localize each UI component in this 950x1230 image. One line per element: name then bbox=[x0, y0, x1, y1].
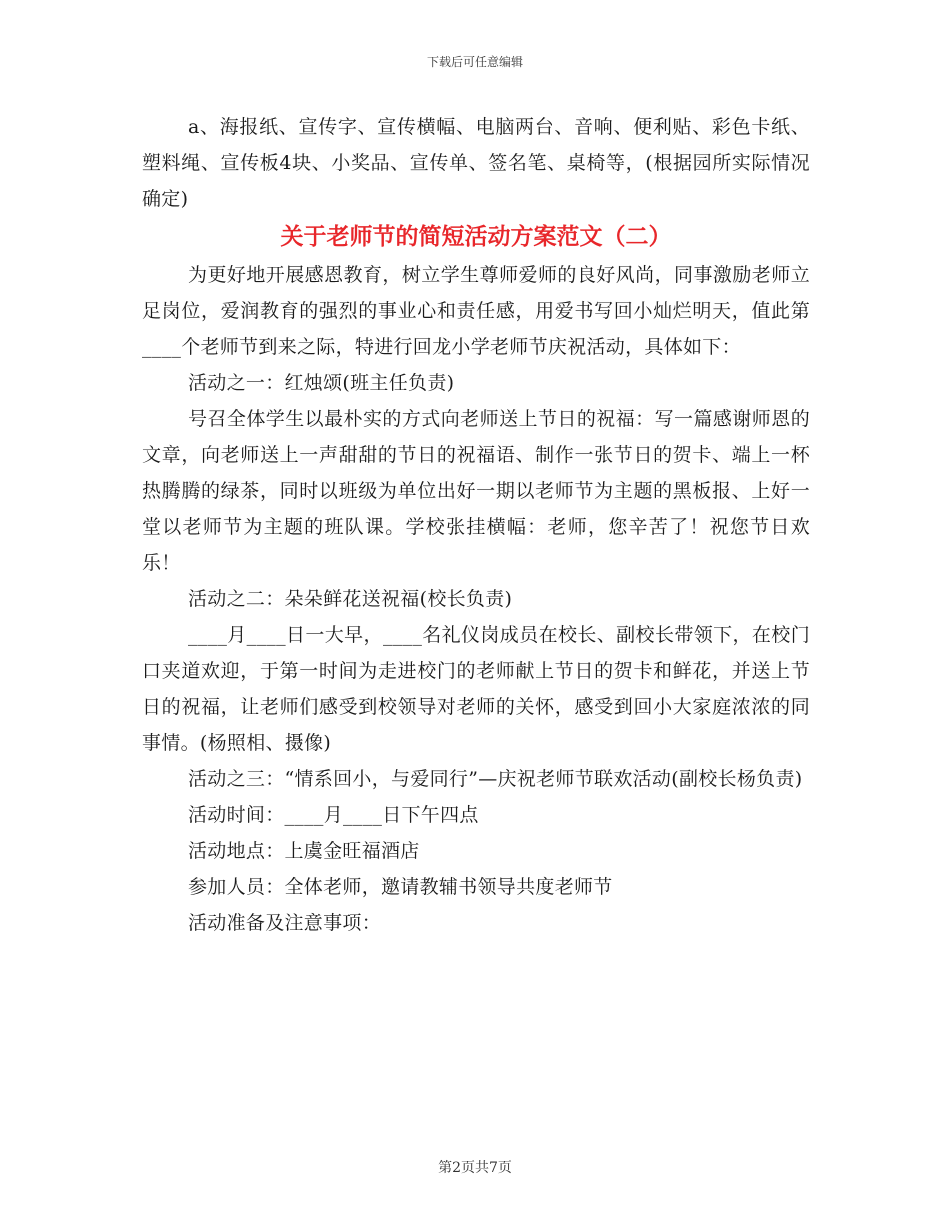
paragraph-activity-3-heading: 活动之三：“情系回小，与爱同行”—庆祝老师节联欢活动(副校长杨负责) bbox=[188, 768, 803, 790]
document-body bbox=[142, 109, 810, 941]
paragraph-preparation: 活动准备及注意事项： bbox=[188, 912, 382, 934]
page-number: 第2页共7页 bbox=[438, 1160, 512, 1176]
paragraph-activity-1-body: 号召全体学生以最朴实的方式向老师送上节日的祝福：写一篇感谢师恩的文章，向老师送上一声甜甜的节日的祝福语、制作一张节日的贺卡、端上一杯热腾腾的绿茶，同时以班级为单位出好一期以老师节为主题的黑板报、上好一堂以老师节为主题的班队课。学校张挂横幅：老师，您辛苦了！祝您节日欢乐！ bbox=[142, 408, 810, 574]
paragraph-activity-2-heading: 活动之二：朵朵鲜花送祝福(校长负责) bbox=[188, 588, 513, 610]
paragraph-activity-1-heading: 活动之一：红烛颂(班主任负责) bbox=[188, 372, 455, 394]
paragraph-activity-time: 活动时间：____月____日下午四点 bbox=[188, 804, 479, 826]
intro-paragraph: a、海报纸、宣传字、宣传横幅、电脑两台、音响、便利贴、彩色卡纸、塑料绳、宣传板4块、小奖品、宣传单、签名笔、桌椅等，(根据园所实际情况确定) bbox=[142, 116, 810, 210]
paragraph-participants: 参加人员：全体老师，邀请教辅书领导共度老师节 bbox=[188, 876, 613, 898]
page-header: 下载后可任意编辑 bbox=[426, 55, 523, 69]
paragraph-activity-location: 活动地点：上虞金旺福酒店 bbox=[188, 840, 420, 862]
paragraph-purpose: 为更好地开展感恩教育，树立学生尊师爱师的良好风尚，同事激励老师立足岗位，爱润教育的强烈的事业心和责任感，用爱书写回小灿烂明天，值此第____个老师节到来之际，特进行回龙小学老师节庆祝活动，具体如下： bbox=[142, 264, 810, 358]
paragraph-activity-2-body: ____月____日一大早，____名礼仪岗成员在校长、副校长带领下，在校门口夹道欢迎，于第一时间为走进校门的老师献上节日的贺卡和鲜花，并送上节日的祝福，让老师们感受到校领导对老师的关怀，感受到回小大家庭浓浓的同事情。(杨照相、摄像) bbox=[142, 624, 810, 754]
section-title: 关于老师节的简短活动方案范文（二） bbox=[280, 223, 672, 250]
